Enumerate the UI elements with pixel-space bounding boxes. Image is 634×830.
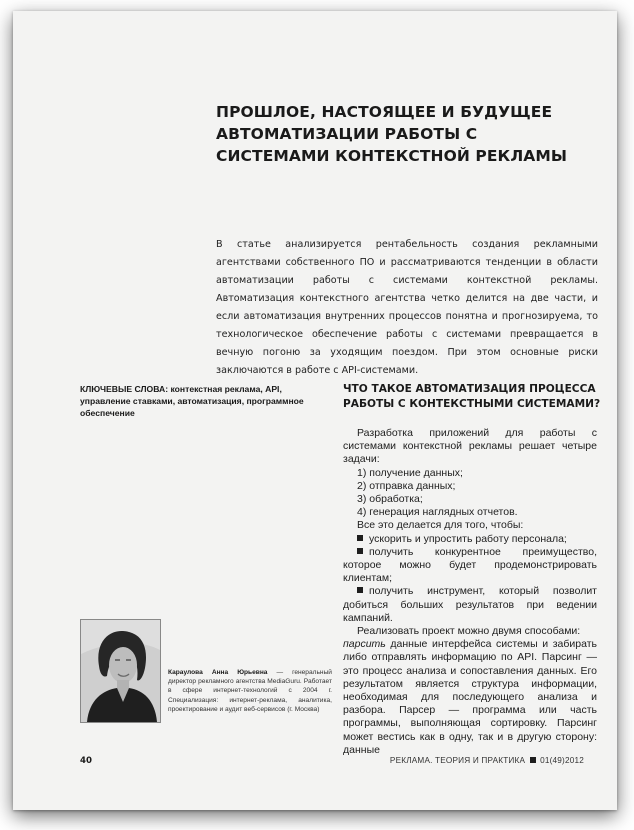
task-item: 1) получение данных;	[357, 466, 463, 479]
methods-intro: Реализовать проект можно двумя способами:	[357, 625, 581, 638]
bullet-icon	[357, 535, 363, 541]
author-photo	[80, 619, 161, 723]
goal-item	[343, 585, 597, 625]
intro-paragraph: Разработка приложений для работы с системами контекстной рекламы решает четыре задачи:	[343, 427, 597, 466]
goal-text: получить инструмент, который позволит добиться больших результатов при ведении кампаний.	[343, 585, 597, 624]
square-separator-icon	[530, 757, 536, 763]
goal-text: ускорить и упростить работу персонала;	[369, 532, 567, 545]
article-title: ПРОШЛОЕ, НАСТОЯЩЕЕ И БУДУЩЕЕ АВТОМАТИЗАЦИИ РАБОТЫ С СИСТЕМАМИ КОНТЕКСТНОЙ РЕКЛАМЫ	[216, 103, 568, 165]
methods-text: данные интерфейса системы и забирать либо отправлять информацию по API. Парсинг — это процесс анализа и сопоставления данных. Его результатом является структура информации, необходимая для последующего анализа и разбора. Парсер — программа или часть программы, выполняющая сортировку. Парсинг может вестись как в одну, так и в другую сторону: данные	[343, 638, 597, 756]
bullet-icon	[357, 548, 363, 554]
keywords-label: КЛЮЧЕВЫЕ СЛОВА:	[80, 384, 169, 394]
goals-intro: Все это делается для того, чтобы:	[357, 519, 524, 532]
article-abstract: В статье анализируется рентабельность создания рекламными агентствами собственного ПО и рассматриваются тенденции в области автоматизации работы с системами контекстной рекламы. Автоматизация контекстного агентства четко делится на две части, и если автоматизация внутренних процессов понятна и прогнозируема, то технологическое обеспечение работы с системами превращается в вечную погоню за уходящим поездом. При этом основные риски заключаются в работе с API-системами.	[216, 239, 598, 376]
bullet-icon	[357, 587, 363, 593]
journal-name: РЕКЛАМА. ТЕОРИЯ И ПРАКТИКА	[389, 756, 526, 765]
author-portrait-image	[81, 620, 160, 722]
keywords-text: контекстная реклама, API, управление ставками, автоматизация, программное обеспечение	[80, 384, 304, 418]
author-description: — генеральный директор рекламного агентства MediaGuru. Работает в сфере интернет-технологий с 2004 г. Специализация: интернет-реклама, аналитика, проектирование и аудит веб-сервисов (г. Москва)	[168, 669, 332, 713]
goal-item	[343, 533, 597, 546]
author-name: Караулова Анна Юрьевна	[168, 669, 268, 676]
task-item: 4) генерация наглядных отчетов.	[357, 506, 518, 519]
methods-paragraph	[343, 638, 597, 757]
magazine-page	[13, 11, 617, 810]
author-bio	[168, 668, 332, 714]
page-number: 40	[80, 756, 92, 766]
goal-text: получить конкурентное преимущество, которое можно будет продемонстрировать клиентам;	[343, 545, 597, 585]
article-body	[343, 427, 597, 757]
task-item: 3) обработка;	[357, 493, 423, 506]
section-heading: ЧТО ТАКОЕ АВТОМАТИЗАЦИЯ ПРОЦЕССА РАБОТЫ С КОНТЕКСТНЫМИ СИСТЕМАМИ?	[343, 383, 601, 410]
goal-item	[343, 546, 597, 586]
parse-word: парсить	[343, 638, 386, 651]
task-item: 2) отправка данных;	[357, 479, 456, 492]
running-footer	[390, 756, 584, 765]
issue-number: 01(49)2012	[540, 756, 584, 765]
keywords	[80, 383, 330, 419]
